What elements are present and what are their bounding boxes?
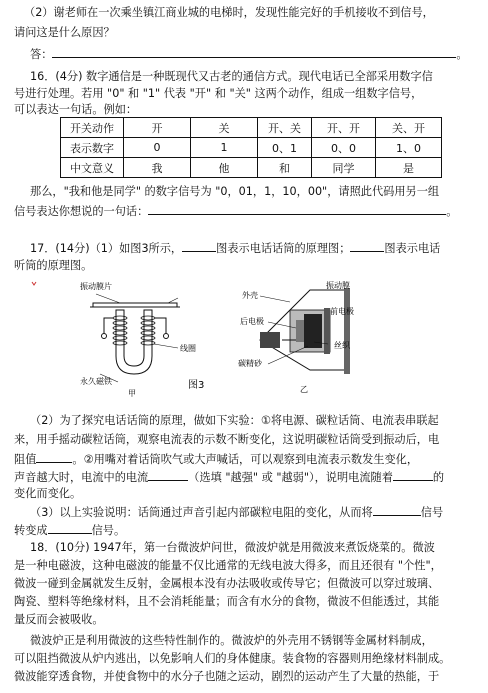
p2-l3-b: 。②用嘴对着话筒吹气或大声喊话，可以观察到电流表示数发生变化， [72, 453, 419, 466]
q16-line-1: 16．(4分) 数字通信是一种既现代又古老的通信方式。现代电话已全部采用数字信 [30, 70, 433, 83]
q18-line-3: 微波一碰到金属就发生反射，金属根本没有办法吸收或传导它；但微波可以穿过玻璃、 [14, 577, 440, 590]
table-cell: 0、1 [258, 138, 312, 158]
q17-line-1 [30, 240, 440, 256]
answer-label: 答： [30, 48, 53, 61]
row-header: 开关动作 [61, 118, 124, 138]
q17-p3-line-1 [30, 504, 443, 520]
line5-text: 信号表达你想说的一句话： [14, 205, 149, 218]
q17-text-c: 图表示电话 [384, 242, 441, 255]
q18-line-8: 微波能穿透食物，并使食物中的水分子也随之运动，剧烈的运动产生了大量的热能，于 [14, 670, 440, 683]
q16-line-2: 号进行处理。若用 "0" 和 "1" 代表 "开" 和 "关" 这两个动作，组成一组数字信号， [14, 87, 423, 100]
label-carbon: 碳精砂 [238, 359, 262, 368]
code-table [60, 117, 442, 178]
label-shell: 外壳 [242, 291, 258, 300]
table-cell: 他 [191, 158, 258, 178]
mark-icon [32, 282, 36, 285]
label-back-electrode: 后电极 [240, 317, 264, 326]
caption-jia: 甲 [128, 389, 136, 398]
p2-l4-b: （选填 "越强" 或 "越弱"），说明电流随着 [188, 471, 393, 484]
label-front-electrode: 前电极 [330, 307, 354, 316]
blank-signal-from[interactable] [373, 504, 421, 516]
row-header: 中文意义 [61, 158, 124, 178]
answer-blank[interactable] [52, 46, 456, 58]
q17-text-a: 17．(14分)（1）如图3所示， [30, 242, 183, 255]
front-plate [344, 288, 350, 374]
blank-microphone[interactable] [182, 240, 216, 252]
q18-line-1: 18．(10分) 1947年，第一台微波炉问世，微波炉就是用微波来煮饭烧菜的。微波 [30, 541, 435, 554]
table-cell: 同学 [312, 158, 376, 178]
label-coil: 线圈 [180, 344, 196, 353]
table-row [61, 118, 442, 138]
table-row [61, 158, 442, 178]
label-magnet: 永久磁铁 [80, 377, 112, 386]
answer-end: 。 [456, 48, 468, 61]
q2-answer [30, 46, 468, 62]
label-silk: 丝织 [334, 341, 350, 350]
q18-line-7: 可以阻挡微波从炉内逃出，以免影响人们的身体健康。装食物的容器则用绝缘材料制成。 [14, 652, 451, 665]
blank-earpiece[interactable] [350, 240, 384, 252]
blank-resistance[interactable] [36, 451, 72, 463]
caption-yi: 乙 [300, 385, 308, 394]
line5-end: 。 [446, 205, 458, 218]
q17-p2-line-1: （2）为了探究电话话筒的原理，做如下实验：①将电源、碳粒话筒、电流表串联起 [30, 414, 439, 427]
membrane [93, 303, 177, 307]
handle [260, 332, 280, 348]
q17-p2-line-3 [14, 451, 418, 467]
table-cell: 关、开 [376, 118, 442, 138]
table-cell: 开 [124, 118, 191, 138]
q2-line-1: （2）谢老师在一次乘坐镇江商业城的电梯时，发现性能完好的手机接收不到信号， [24, 6, 434, 19]
p2-l3-a: 阻值 [14, 453, 37, 466]
table-cell: 0 [124, 138, 191, 158]
table-cell: 和 [258, 158, 312, 178]
table-cell: 开、关 [258, 118, 312, 138]
label-vibrating-membrane: 振动膜片 [80, 282, 112, 291]
q17-p2-line-5: 变化而变化。 [14, 487, 82, 500]
label-vibrating-membrane-2: 振动膜 [326, 281, 350, 290]
figure-caption: 图3 [188, 380, 205, 391]
q17-p2-line-4 [14, 469, 444, 485]
q16-line-3: 可以表达一句话。例如： [14, 103, 138, 116]
p2-l4-a: 声音越大时，电流中的电流 [14, 471, 149, 484]
table-cell: 关 [191, 118, 258, 138]
q17-p2-line-2: 来，用手摇动碳粒话筒，观察电流表的示数不断变化，这说明碳粒话筒受到振动后，电 [14, 433, 440, 446]
p2-l4-c: 的 [432, 471, 445, 484]
table-cell: 1、0 [376, 138, 442, 158]
blank-signal-to[interactable] [48, 522, 92, 534]
row-header: 表示数字 [61, 138, 124, 158]
q18-line-4: 陶瓷、塑料等绝缘材料，且不会消耗能量；而含有水分的食物，微波不但能透过，其能 [14, 595, 440, 608]
blank-current[interactable] [148, 469, 188, 481]
table-cell: 1 [191, 138, 258, 158]
q18-line-6: 微波炉正是利用微波的这些特性制作的。微波炉的外壳用不锈钢等金属材料制成， [30, 634, 433, 647]
table-row [61, 138, 442, 158]
q18-line-2: 是一种电磁波，这种电磁波的能量不仅比通常的无线电波大得多，而且还很有 "个性"， [14, 559, 442, 572]
p3-l2-a: 转变成 [14, 524, 48, 537]
q17-p3-line-2 [14, 522, 125, 538]
back-electrode [296, 320, 304, 342]
q16-line-4: 那么，"我和他是同学" 的数字信号为 "0，01，1，10，00"，请照此代码用另一组 [30, 185, 440, 198]
p3-l1-a: （3）以上实验说明：话筒通过声音引起内部碳粒电阻的变化，从而将 [30, 506, 373, 519]
q17-line-2: 听筒的原理图。 [14, 259, 93, 272]
blank-varies-with[interactable] [393, 469, 433, 481]
table-cell: 0、0 [312, 138, 376, 158]
figure-yi [238, 280, 354, 394]
q17-text-b: 图表示电话话筒的原理图； [216, 242, 351, 255]
table-cell: 是 [376, 158, 442, 178]
figure-jia [80, 281, 196, 398]
table-cell: 开、开 [312, 118, 376, 138]
sentence-blank[interactable] [148, 203, 446, 215]
p3-l2-b: 信号。 [91, 524, 126, 537]
q2-line-2: 请问这是什么原因？ [14, 26, 115, 39]
q18-line-5: 量反而会被吸收。 [14, 613, 104, 626]
q16-line-5 [14, 203, 457, 219]
figure-3 [28, 278, 388, 400]
p3-l1-b: 信号 [420, 506, 444, 519]
table-cell: 我 [124, 158, 191, 178]
